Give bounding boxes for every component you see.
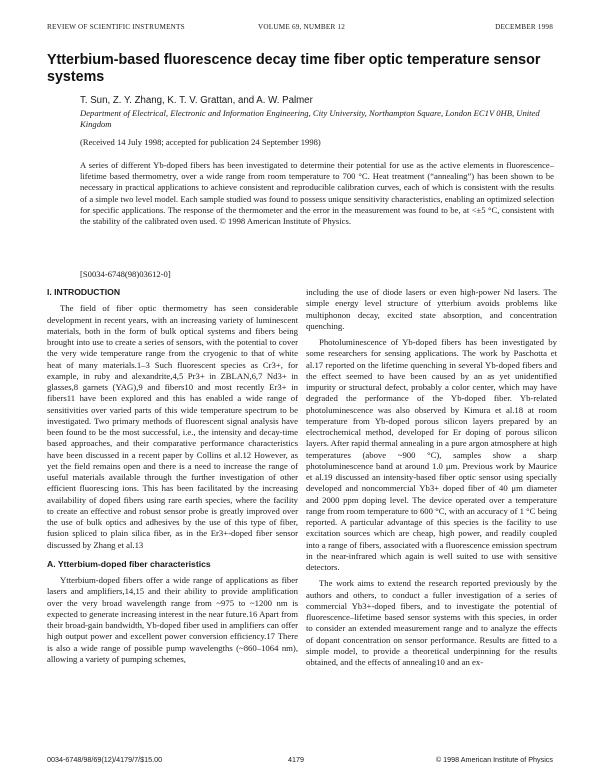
footer-copyright: © 1998 American Institute of Physics <box>435 755 553 764</box>
received-dates: (Received 14 July 1998; accepted for publication 24 September 1998) <box>80 137 321 147</box>
right-column <box>306 287 557 668</box>
body-paragraph: including the use of diode lasers or even high-power Nd lasers. The simple energy level structure of ytterbium avoids problems like multiphonon decay, excited state absorption, and concentration quenching. <box>306 287 557 331</box>
body-paragraph: The field of fiber optic thermometry has seen considerable development in recent years, with an increasing variety of luminescent materials, both in the form of bulk optical systems and fibers being brought into use to create a series of sensors, with the potential to cover the very wide temperature range from the cryogenic to that of white heat of many materials.1–3 Such fluorescent species as Cr3+, for example, in ruby and alexandrite,4,5 Pr3+ in ZBLAN,6,7 Nd3+ in glasses,8 garnets (YAG),9 and fibers10 and most recently Er3+ in fibers11 have been explored and this has enabled a wide range of sensitivities over varied parts of this wide temperature spectrum to be investigated. Two primary methods of fluorescent signal analysis have been found to be the most successful, i.e., the intensity and decay-time based approaches, and their comparative performance characteristics have been discussed in a recent paper by Collins et al.12 However, as yet the field remains open and there is a need to increase the range of useful materials available through the further investigation of other efficient fluorescing ions. This has been facilitated by the increasing availability of doped fibers using rare earth species, where the facility to create an effective and robust sensor probe is greatly improved over the use of bulk optics and adhesives by the use of this type of fiber, fusion spliced to plain silica fiber, as in the Er3+-doped fiber sensor discussed by Zhang et al.13 <box>47 303 298 550</box>
abstract: A series of different Yb-doped fibers has been investigated to determine their potential for use as the active elements in fluorescence–lifetime based thermometry, over a wide range from room temperature to 700 °C. Heat treatment (“annealing”) has been shown to be necessary in practical applications to achieve consistent and reproducible calibration curves, each of which is consistent with the results of a simple two level model. Each sample studied was found to possess unique sensitivity characteristics, enabling an optimized selection for specific applications. The response of the thermometer and the error in the measurement was found to be, at <±5 °C, consistent with the stability of the calibrated oven used. © 1998 American Institute of Physics. <box>80 160 554 227</box>
body-paragraph: Ytterbium-doped fibers offer a wide range of applications as fiber lasers and amplifiers,14,15 and their ability to provide amplification over the very broad wavelength range from ~975 to ~1200 nm is expected to generate increasing interest in the near future.16 Apart from their broad-gain bandwidth, Yb-doped fiber used in amplifiers can offer high output power and excellent power conversion efficiency.17 There is also a wide range of possible pump wavelengths (~860–1064 nm), allowing a variety of pumping schemes, <box>47 575 298 664</box>
section-heading-introduction: I. INTRODUCTION <box>47 287 121 297</box>
subsection-heading: A. Ytterbium-doped fiber characteristics <box>47 558 211 569</box>
body-paragraph: The work aims to extend the research reported previously by the authors and others, to conduct a fuller investigation of a series of commercial Yb3+-doped fibers, and to investigate the potential of fluorescence–lifetime based sensor systems with this species, in order to consider an extended measurement range and to analyze the effects of dopant concentration on sensor performance. Results are fitted to a simple model, to provide a theoretical underpinning for the results obtained, and the effects of annealing10 and an ex- <box>306 578 557 667</box>
body-paragraph: Photoluminescence of Yb-doped fibers has been investigated by some researchers for sensing applications. The work by Paschotta et al.17 reported on the lifetime quenching in several Yb-doped fibers and the effect seemed to have been caused by an as yet unidentified impurity or structural defect, probably a color center, which may have degraded the performance of the Yb-doped fiber. Yb-related photoluminescence was also observed by Kimura et al.18 at room temperature from Yb-doped porous silicon layers prepared by an electrochemical method, developed for Er doping of porous silicon layers. After rapid thermal annealing in a pure argon atmosphere at high temperatures (above ~900 °C), samples show a sharp photoluminescence band at around 1.0 μm. Previous work by Maurice et al.19 discussed an intensity-based fiber optic sensor using specially developed and noncommercial Yb3+ doped fiber of 40 μm diameter and 2000 ppm doping level. The device operated over a temperature range from room temperature to 600 °C, with an accuracy of 1 °C being reported. A particular advantage of this species is the facility to use excitation sources which are cheap, high power, and readily coupled into a range of fibers, associated with a fluorescence emission spectrum in the near-infrared which again is well suited to use with sensitive detectors. <box>306 337 557 572</box>
journal-name: REVIEW OF SCIENTIFIC INSTRUMENTS <box>47 23 185 31</box>
left-column <box>47 287 298 665</box>
paper-title: Ytterbium-based fluorescence decay time fiber optic temperature sensor systems <box>47 52 541 85</box>
doi-code: [S0034-6748(98)03612-0] <box>80 269 171 279</box>
affiliation: Department of Electrical, Electronic and Information Engineering, City University, Northampton Square, London EC1V 0HB, United Kingdom <box>80 108 540 129</box>
page-number: 4179 <box>288 755 304 764</box>
author-list: T. Sun, Z. Y. Zhang, K. T. V. Grattan, and A. W. Palmer <box>80 95 313 106</box>
footer-code: 0034-6748/98/69(12)/4179/7/$15.00 <box>47 755 163 764</box>
issue-date: DECEMBER 1998 <box>495 23 553 31</box>
volume-number: VOLUME 69, NUMBER 12 <box>258 23 346 31</box>
